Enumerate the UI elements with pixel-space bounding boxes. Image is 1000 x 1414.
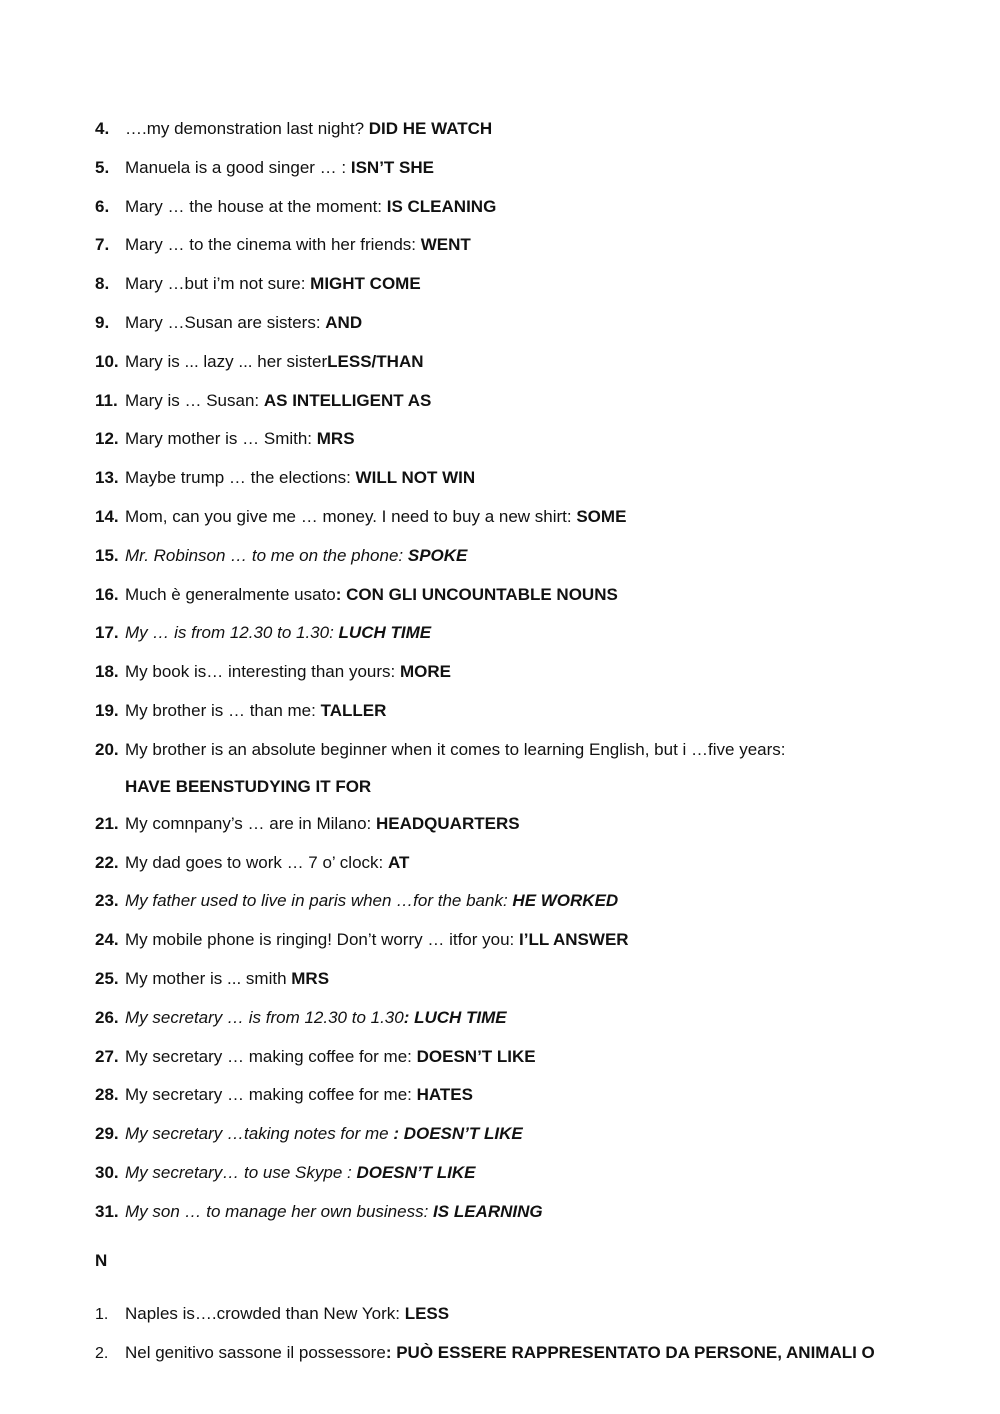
item-number: 9. xyxy=(95,312,110,332)
list-item xyxy=(95,272,955,311)
item-number: 29. xyxy=(95,1124,119,1144)
item-text xyxy=(125,350,424,374)
item-text xyxy=(125,812,520,836)
item-text xyxy=(125,660,451,684)
question-text: Nel genitivo sassone il possessore xyxy=(125,1343,386,1362)
item-text xyxy=(125,311,362,335)
item-number: 23. xyxy=(95,891,119,911)
question-list-n xyxy=(95,1302,975,1380)
question-text: Mary … the house at the moment: xyxy=(125,196,387,216)
question-text: My father used to live in paris when …for the bank: xyxy=(125,891,513,911)
answer-text: HE WORKED xyxy=(512,891,619,911)
answer-text: WENT xyxy=(420,235,471,255)
question-text: My … is from 12.30 to 1.30: xyxy=(125,623,339,643)
answer-text: DOESN’T LIKE xyxy=(416,1046,536,1066)
item-text xyxy=(125,1302,449,1326)
item-number: 15. xyxy=(95,545,119,565)
item-text xyxy=(125,738,786,799)
question-text: My dad goes to work … 7 o’ clock: xyxy=(125,852,388,872)
list-item xyxy=(95,1302,975,1341)
answer-text: : PUÒ ESSERE RAPPRESENTATO DA PERSONE, ANIMALI O xyxy=(385,1343,875,1362)
item-text xyxy=(125,889,618,913)
question-text: Mr. Robinson … to me on the phone: xyxy=(125,545,408,565)
list-item xyxy=(95,1161,955,1200)
item-text xyxy=(125,427,355,451)
question-text: My son … to manage her own business: xyxy=(125,1201,434,1221)
item-number: 25. xyxy=(95,968,119,988)
question-text: My book is… interesting than yours: xyxy=(125,662,400,682)
answer-text: ISN’T SHE xyxy=(350,157,434,177)
item-text xyxy=(125,1200,543,1224)
list-item xyxy=(95,967,955,1006)
question-text: Naples is….crowded than New York: xyxy=(125,1304,405,1323)
list-item xyxy=(95,889,955,928)
answer-text: MRS xyxy=(291,968,330,988)
list-item xyxy=(95,466,955,505)
list-item xyxy=(95,738,955,812)
item-text xyxy=(125,851,409,875)
question-list-m xyxy=(95,117,955,1239)
item-text xyxy=(125,1161,475,1185)
question-text: Mary is ... lazy ... her sister xyxy=(125,351,328,371)
list-item xyxy=(95,1045,955,1084)
answer-text: HAVE BEENSTUDYING IT FOR xyxy=(125,776,372,796)
item-number: 10. xyxy=(95,351,119,371)
question-text: My comnpany’s … are in Milano: xyxy=(125,813,377,833)
item-text xyxy=(125,156,434,180)
answer-text: IS LEARNING xyxy=(433,1201,543,1221)
answer-text: AND xyxy=(325,312,363,332)
item-text xyxy=(125,1083,473,1107)
answer-text: LUCH TIME xyxy=(338,623,432,643)
item-number: 7. xyxy=(95,235,110,255)
answer-text: DID HE WATCH xyxy=(368,119,493,138)
list-item xyxy=(95,1341,975,1380)
answer-text: DOESN’T LIKE xyxy=(356,1162,476,1182)
list-item xyxy=(95,233,955,272)
list-item xyxy=(95,544,955,583)
item-number: 18. xyxy=(95,662,119,682)
answer-text: : DOESN’T LIKE xyxy=(393,1124,523,1144)
list-item xyxy=(95,699,955,738)
question-text: My secretary … making coffee for me: xyxy=(125,1085,417,1105)
item-number: 1. xyxy=(95,1306,109,1323)
list-item xyxy=(95,389,955,428)
question-text: Mary … to the cinema with her friends: xyxy=(125,235,421,255)
list-item xyxy=(95,851,955,890)
question-text: Manuela is a good singer … : xyxy=(125,157,351,177)
question-text: My secretary… to use Skype : xyxy=(125,1162,357,1182)
answer-text: : CON GLI UNCOUNTABLE NOUNS xyxy=(335,584,618,604)
answer-text: IS CLEANING xyxy=(386,196,497,216)
list-item xyxy=(95,505,955,544)
item-text xyxy=(125,967,329,991)
list-item xyxy=(95,1083,955,1122)
answer-text: SPOKE xyxy=(407,545,468,565)
answer-text: SOME xyxy=(576,506,627,526)
item-number: 2. xyxy=(95,1345,109,1362)
item-number: 12. xyxy=(95,429,119,449)
list-item xyxy=(95,195,955,234)
item-number: 16. xyxy=(95,584,119,604)
answer-text: HEADQUARTERS xyxy=(376,813,520,833)
answer-text: : LUCH TIME xyxy=(403,1007,507,1027)
item-number: 14. xyxy=(95,506,119,526)
question-text: ….my demonstration last night? xyxy=(125,119,369,138)
list-item xyxy=(95,350,955,389)
answer-text: WILL NOT WIN xyxy=(355,468,476,488)
item-number: 21. xyxy=(95,813,119,833)
item-text xyxy=(125,699,386,723)
item-text xyxy=(125,117,492,141)
question-text: Mom, can you give me … money. I need to buy a new shirt: xyxy=(125,506,577,526)
answer-text: I’LL ANSWER xyxy=(519,930,629,950)
answer-text: TALLER xyxy=(320,700,387,720)
question-text: My mobile phone is ringing! Don’t worry … itfor you: xyxy=(125,930,519,950)
list-item xyxy=(95,1122,955,1161)
item-text xyxy=(125,1341,875,1365)
answer-text: AT xyxy=(387,852,410,872)
item-number: 13. xyxy=(95,468,119,488)
item-text xyxy=(125,621,431,645)
item-number: 26. xyxy=(95,1007,119,1027)
question-text: My brother is an absolute beginner when it comes to learning English, but i …five years: xyxy=(125,739,786,759)
item-text xyxy=(125,505,626,529)
item-text xyxy=(125,272,421,296)
answer-text: MRS xyxy=(316,429,355,449)
item-number: 27. xyxy=(95,1046,119,1066)
item-number: 4. xyxy=(95,119,110,138)
answer-text: AS INTELLIGENT AS xyxy=(263,390,432,410)
question-text: My secretary …taking notes for me xyxy=(125,1124,394,1144)
item-number: 31. xyxy=(95,1201,119,1221)
item-text xyxy=(125,544,467,568)
item-text xyxy=(125,1045,536,1069)
question-text: Mary is … Susan: xyxy=(125,390,264,410)
item-number: 5. xyxy=(95,157,110,177)
item-text xyxy=(125,928,629,952)
item-text xyxy=(125,389,431,413)
list-item xyxy=(95,621,955,660)
question-text: Mary mother is … Smith: xyxy=(125,429,317,449)
answer-text: MIGHT COME xyxy=(310,274,421,294)
item-number: 19. xyxy=(95,700,119,720)
question-text: Maybe trump … the elections: xyxy=(125,468,356,488)
item-text xyxy=(125,195,496,219)
list-item xyxy=(95,583,955,622)
question-text: My secretary … is from 12.30 to 1.30 xyxy=(125,1007,404,1027)
answer-text: LESS xyxy=(404,1304,450,1323)
question-text: Mary …but i’m not sure: xyxy=(125,274,311,294)
list-item xyxy=(95,156,955,195)
answer-text: MORE xyxy=(399,662,451,682)
list-item xyxy=(95,928,955,967)
answer-text: LESS/THAN xyxy=(327,351,424,371)
question-text: Mary …Susan are sisters: xyxy=(125,312,326,332)
list-item xyxy=(95,427,955,466)
question-text: My mother is ... smith xyxy=(125,968,292,988)
item-text xyxy=(125,1122,523,1146)
item-number: 17. xyxy=(95,623,119,643)
item-number: 6. xyxy=(95,196,110,216)
list-item xyxy=(95,311,955,350)
answer-text: HATES xyxy=(416,1085,473,1105)
item-number: 8. xyxy=(95,274,110,294)
item-number: 11. xyxy=(95,390,118,410)
section-heading: N xyxy=(95,1251,108,1270)
item-number: 22. xyxy=(95,852,119,872)
list-item xyxy=(95,1200,955,1239)
question-text: Much è generalmente usato xyxy=(125,584,336,604)
list-item xyxy=(95,812,955,851)
item-number: 24. xyxy=(95,930,119,950)
item-text xyxy=(125,1006,507,1030)
question-text: My brother is … than me: xyxy=(125,700,321,720)
question-text: My secretary … making coffee for me: xyxy=(125,1046,417,1066)
item-text xyxy=(125,583,618,607)
item-number: 20. xyxy=(95,739,119,759)
item-number: 28. xyxy=(95,1085,119,1105)
list-item xyxy=(95,1006,955,1045)
item-text xyxy=(125,233,471,257)
item-number: 30. xyxy=(95,1162,119,1182)
list-item xyxy=(95,117,955,156)
list-item xyxy=(95,660,955,699)
item-text xyxy=(125,466,475,490)
